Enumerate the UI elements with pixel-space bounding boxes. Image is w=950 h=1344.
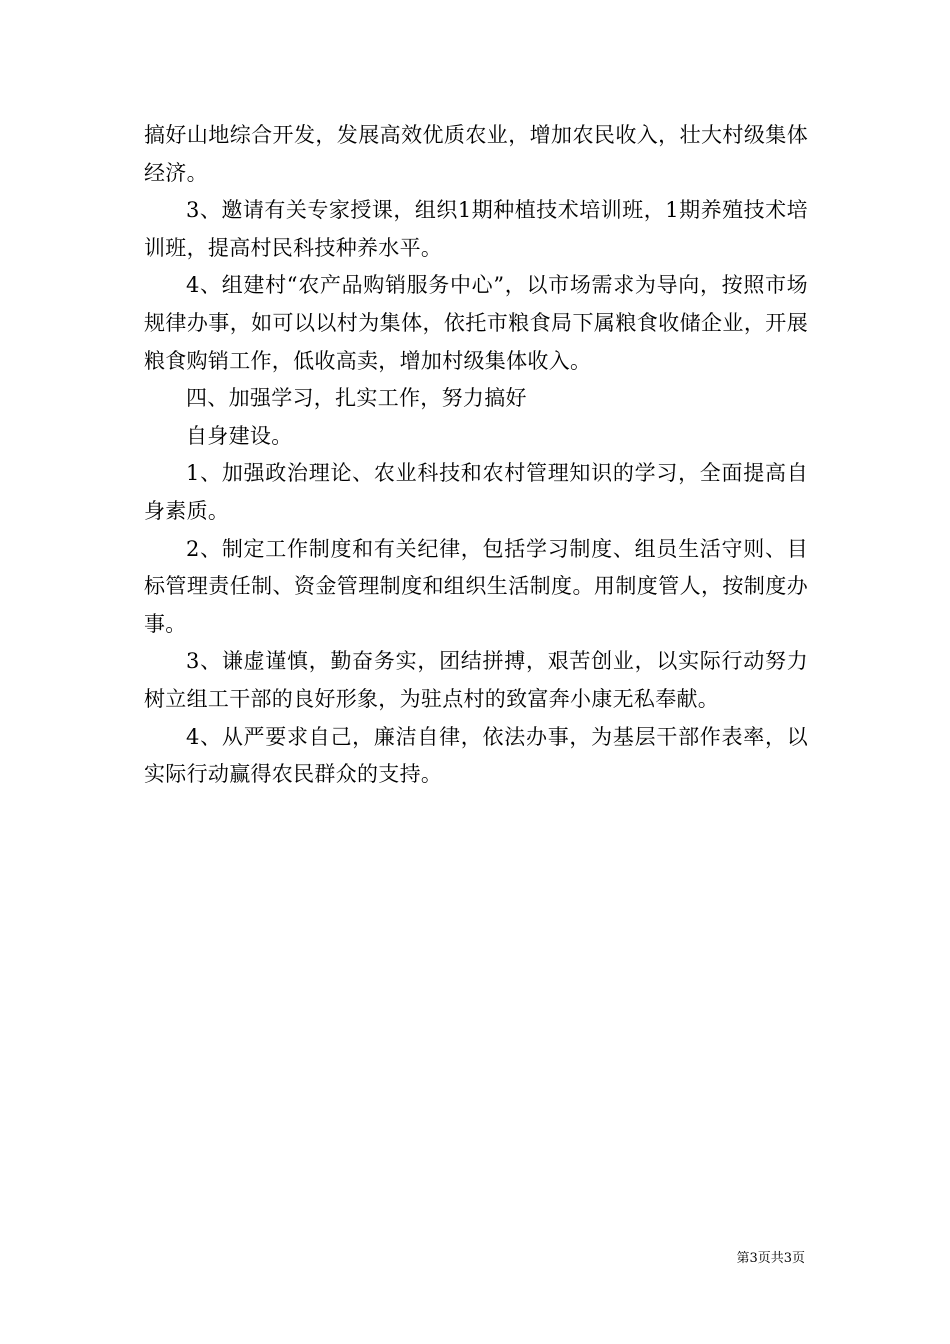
paragraph-item-3-training: 3、邀请有关专家授课，组织1期种植技术培训班，1期养殖技术培训班，提高村民科技种养水平。 (144, 198, 808, 260)
section-heading-four: 四、加强学习，扎实工作，努力搞好 (186, 386, 527, 411)
paragraph-item-4-service-center: 4、组建村“农产品购销服务中心”，以市场需求为导向，按照市场规律办事，如可以以村为集体，依托市粮食局下属粮食收储企业，开展粮食购销工作，低收高卖，增加村级集体收入。 (144, 273, 808, 373)
paragraph-discipline: 4、从严要求自己，廉洁自律，依法办事，为基层干部作表率，以实际行动赢得农民群众的支持。 (144, 724, 808, 787)
section-heading-four-cont: 自身建设。 (186, 423, 293, 448)
paragraph-rules: 2、制定工作制度和有关纪律，包括学习制度、组员生活守则、目标管理责任制、资金管理制度和组织生活制度。用制度管人，按制度办事。 (144, 536, 808, 636)
paragraph-study: 1、加强政治理论、农业科技和农村管理知识的学习，全面提高自身素质。 (144, 461, 808, 523)
document-body (144, 117, 808, 794)
paragraph-continuation: 搞好山地综合开发，发展高效优质农业，增加农民收入，壮大村级集体经济。 (144, 123, 808, 185)
page-number: 第3页共3页 (736, 1251, 805, 1266)
paragraph-conduct: 3、谦虚谨慎，勤奋务实，团结拼搏，艰苦创业，以实际行动努力树立组工干部的良好形象，为驻点村的致富奔小康无私奉献。 (144, 649, 808, 711)
